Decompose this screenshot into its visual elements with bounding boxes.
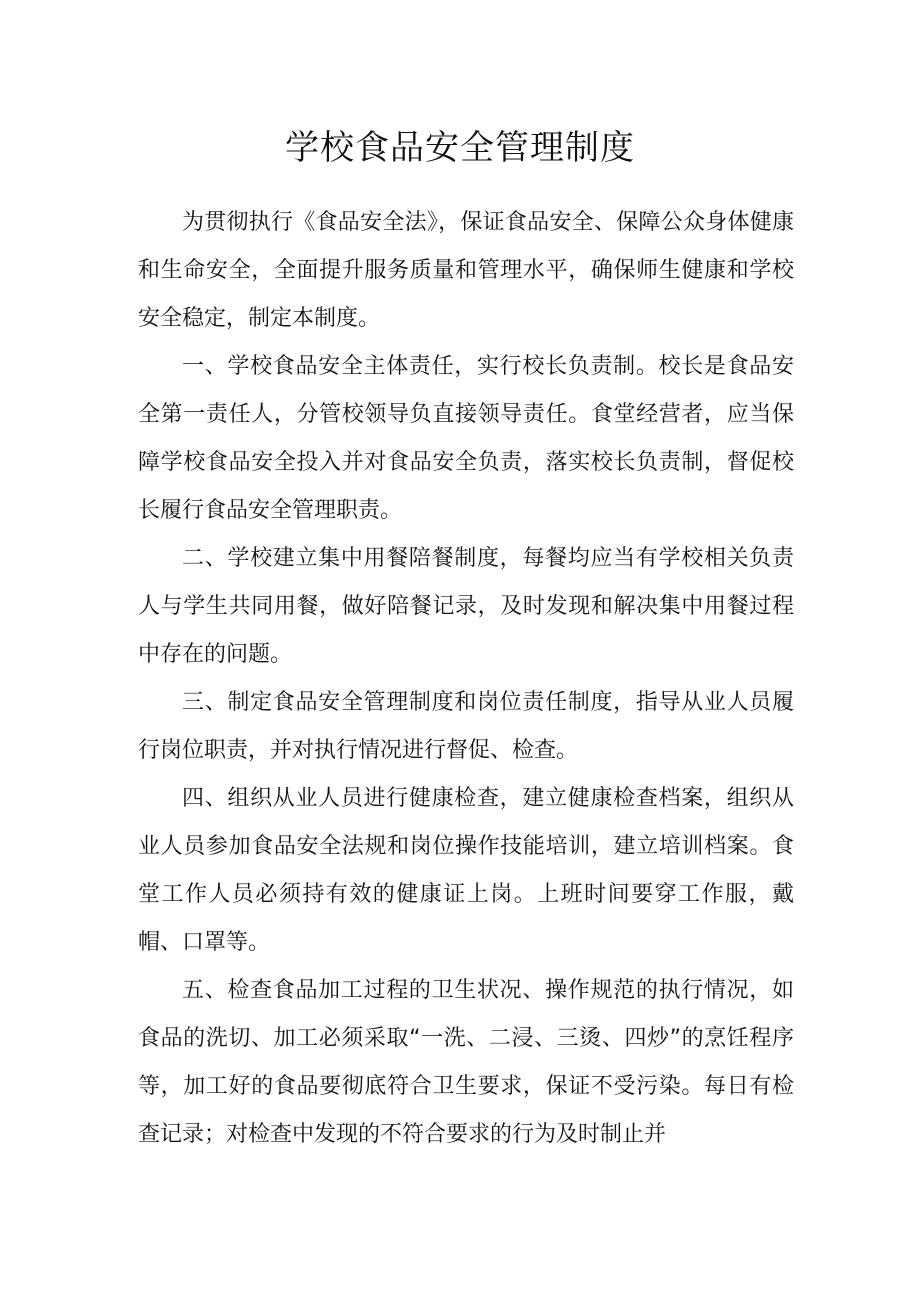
paragraph-section-2: 二、学校建立集中用餐陪餐制度，每餐均应当有学校相关负责人与学生共同用餐，做好陪餐记录，及时发现和解决集中用餐过程中存在的问题。 (138, 546, 794, 667)
paragraph-section-1: 一、学校食品安全主体责任，实行校长负责制。校长是食品安全第一责任人，分管校领导负直接领导责任。食堂经营者，应当保障学校食品安全投入并对食品安全负责，落实校长负责制，督促校长履行食品安全管理职责。 (138, 354, 794, 523)
paragraph-section-4: 四、组织从业人员进行健康检查，建立健康检查档案，组织从业人员参加食品安全法规和岗位操作技能培训，建立培训档案。食堂工作人员必须持有效的健康证上岗。上班时间要穿工作服，戴帽、口罩等。 (138, 786, 794, 955)
paragraph-intro: 为贯彻执行《食品安全法》，保证食品安全、保障公众身体健康和生命安全，全面提升服务质量和管理水平，确保师生健康和学校安全稳定，制定本制度。 (138, 210, 794, 331)
paragraph-section-3: 三、制定食品安全管理制度和岗位责任制度，指导从业人员履行岗位职责，并对执行情况进行督促、检查。 (138, 690, 794, 763)
document-body (138, 199, 794, 1159)
document-title: 学校食品安全管理制度 (285, 128, 635, 168)
paragraph-section-5: 五、检查食品加工过程的卫生状况、操作规范的执行情况，如食品的洗切、加工必须采取“一洗、二浸、三烫、四炒”的烹饪程序等，加工好的食品要彻底符合卫生要求，保证不受污染。每日有检查记录；对检查中发现的不符合要求的行为及时制止并 (138, 978, 794, 1147)
